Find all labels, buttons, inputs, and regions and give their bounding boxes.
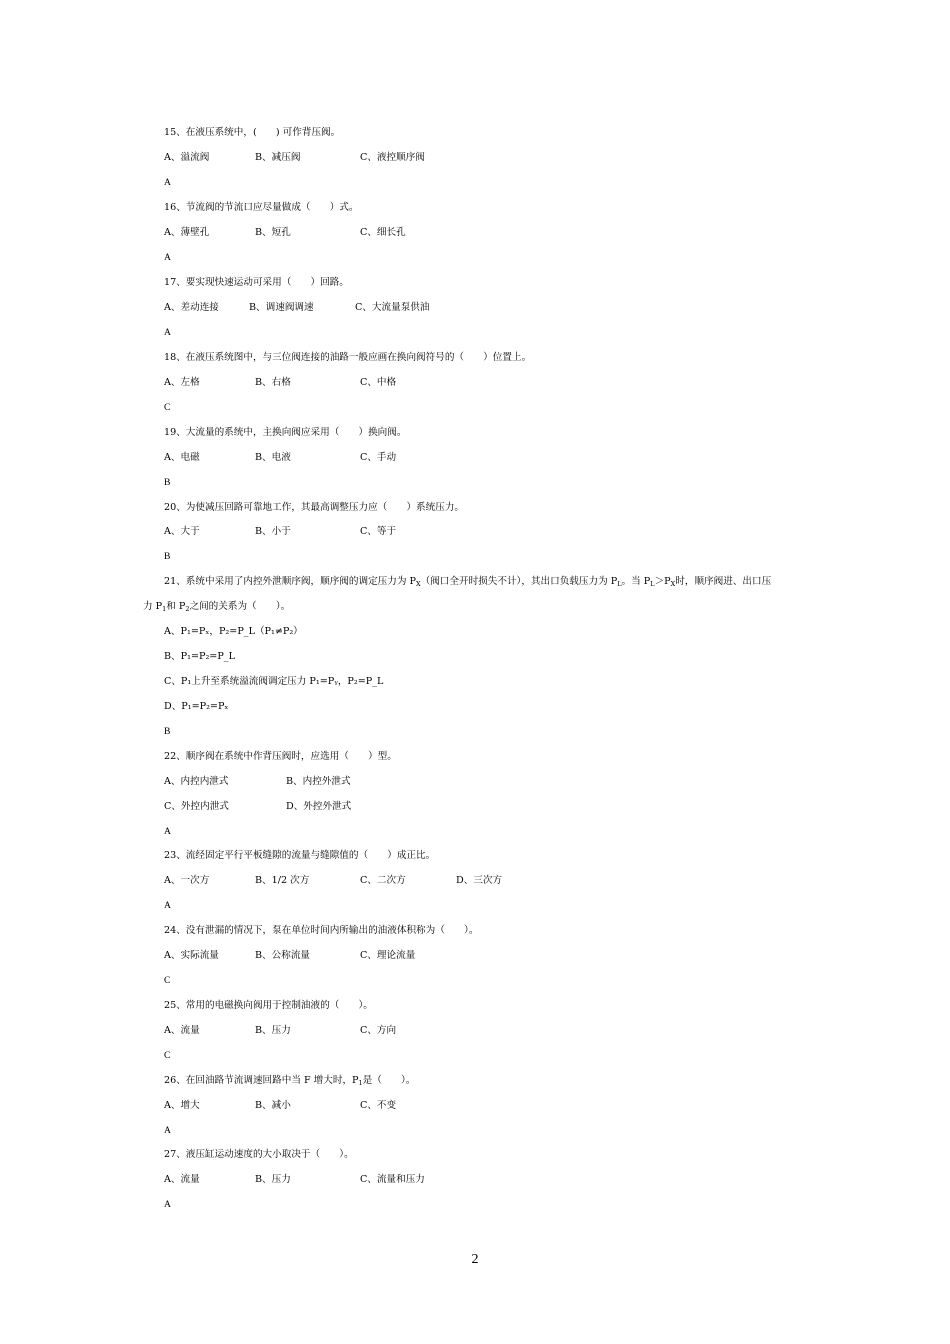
option-a: A、实际流量 [164,950,219,961]
option-d: D、外控外泄式 [286,801,352,812]
option-c: C、细长孔 [360,227,406,238]
option-b: B、短孔 [255,227,291,238]
question-21-option-d: D、P₁=P₂=Pₓ [164,701,229,712]
stem-text: 之间的关系为（ ）。 [189,601,291,612]
question-26-stem [164,1074,415,1088]
question-27-stem: 27、液压缸运动速度的大小取决于（ ）。 [164,1149,354,1160]
question-23-stem: 23、流经固定平行平板缝隙的流量与缝隙值的（ ）成正比。 [164,850,436,861]
answer: A [164,900,171,911]
stem-text: 21、系统中采用了内控外泄顺序阀，顺序阀的调定压力为 P [164,576,416,587]
question-24-stem: 24、没有泄漏的情况下，泵在单位时间内所输出的油液体积称为（ ）。 [164,925,479,936]
option-a: A、内控内泄式 [164,776,229,787]
answer: A [164,327,171,338]
option-a: A、薄壁孔 [164,227,210,238]
option-b: B、压力 [255,1025,291,1036]
question-18-stem: 18、在液压系统图中，与三位阀连接的油路一般应画在换向阀符号的（ ）位置上。 [164,352,532,363]
subscript: 2 [185,605,190,613]
option-b: B、右格 [255,377,291,388]
question-15-stem: 15、在液压系统中，( ) 可作背压阀。 [164,127,341,138]
option-a: A、大于 [164,526,200,537]
answer: B [164,551,171,562]
option-c: C、二次方 [360,875,406,886]
subscript: L [650,580,655,588]
option-b: B、小于 [255,526,291,537]
option-b: B、减压阀 [255,152,301,163]
subscript: X [415,580,421,588]
option-b: B、压力 [255,1174,291,1185]
answer: A [164,252,171,263]
stem-text: ＞P [654,576,671,587]
subscript: 1 [358,1079,363,1087]
option-c: C、流量和压力 [360,1174,425,1185]
stem-text: 和 P [166,601,186,612]
answer: A [164,1199,171,1210]
option-b: B、1/2 次方 [255,875,310,886]
question-21-option-b: B、P₁=P₂=P_L [164,651,235,662]
stem-text: 是（ ）。 [362,1075,416,1086]
option-a: A、一次方 [164,875,210,886]
question-16-stem: 16、节流阀的节流口应尽量做成（ ）式。 [164,202,359,213]
question-21-option-c: C、P₁上升至系统溢流阀调定压力 P₁=Pᵧ，P₂=P_L [164,676,384,687]
option-d: D、三次方 [456,875,503,886]
option-c: C、手动 [360,452,397,463]
question-19-stem: 19、大流量的系统中，主换向阀应采用（ ）换向阀。 [164,427,407,438]
option-c: C、等于 [360,526,397,537]
option-b: B、调速阀调速 [249,302,314,313]
option-a: A、差动连接 [164,302,219,313]
question-21-stem-line-2 [143,600,290,614]
stem-text: 时，顺序阀进、出口压 [675,576,772,587]
option-b: B、电液 [255,452,291,463]
subscript: L [617,580,622,588]
option-a: A、电磁 [164,452,200,463]
option-a: A、增大 [164,1100,200,1111]
question-22-stem: 22、顺序阀在系统中作背压阀时，应选用（ ）型。 [164,751,397,762]
page-number: 2 [471,1252,479,1267]
option-a: A、溢流阀 [164,152,210,163]
answer: C [164,1050,171,1061]
question-20-stem: 20、为使减压回路可靠地工作，其最高调整压力应（ ）系统压力。 [164,502,465,513]
answer: B [164,726,171,737]
answer: C [164,975,171,986]
answer: A [164,1125,171,1136]
question-25-stem: 25、常用的电磁换向阀用于控制油液的（ ）。 [164,1000,373,1011]
option-c: C、不变 [360,1100,397,1111]
option-b: B、内控外泄式 [286,776,351,787]
question-21-option-a: A、P₁=Pₓ，P₂=P_L（P₁≠P₂） [164,626,303,637]
answer: C [164,402,171,413]
option-a: A、流量 [164,1025,200,1036]
question-17-stem: 17、要实现快速运动可采用（ ）回路。 [164,277,349,288]
option-c: C、方向 [360,1025,397,1036]
option-b: B、减小 [255,1100,291,1111]
stem-text: （阀口全开时损失不计），其出口负载压力为 P [420,576,618,587]
stem-text: 。当 P [621,576,651,587]
option-c: C、大流量泵供油 [355,302,430,313]
option-b: B、公称流量 [255,950,311,961]
option-c: C、理论流量 [360,950,416,961]
option-a: A、左格 [164,377,200,388]
option-a: A、流量 [164,1174,200,1185]
answer: A [164,177,171,188]
answer: A [164,826,171,837]
answer: B [164,477,171,488]
stem-text: 力 P [143,601,163,612]
question-21-stem-line-1 [164,575,771,589]
subscript: 1 [162,605,167,613]
subscript: X [670,580,676,588]
option-c: C、中格 [360,377,397,388]
stem-text: 26、在回油路节流调速回路中当 F 增大时，P [164,1075,359,1086]
option-c: C、液控顺序阀 [360,152,425,163]
option-c: C、外控内泄式 [164,801,229,812]
